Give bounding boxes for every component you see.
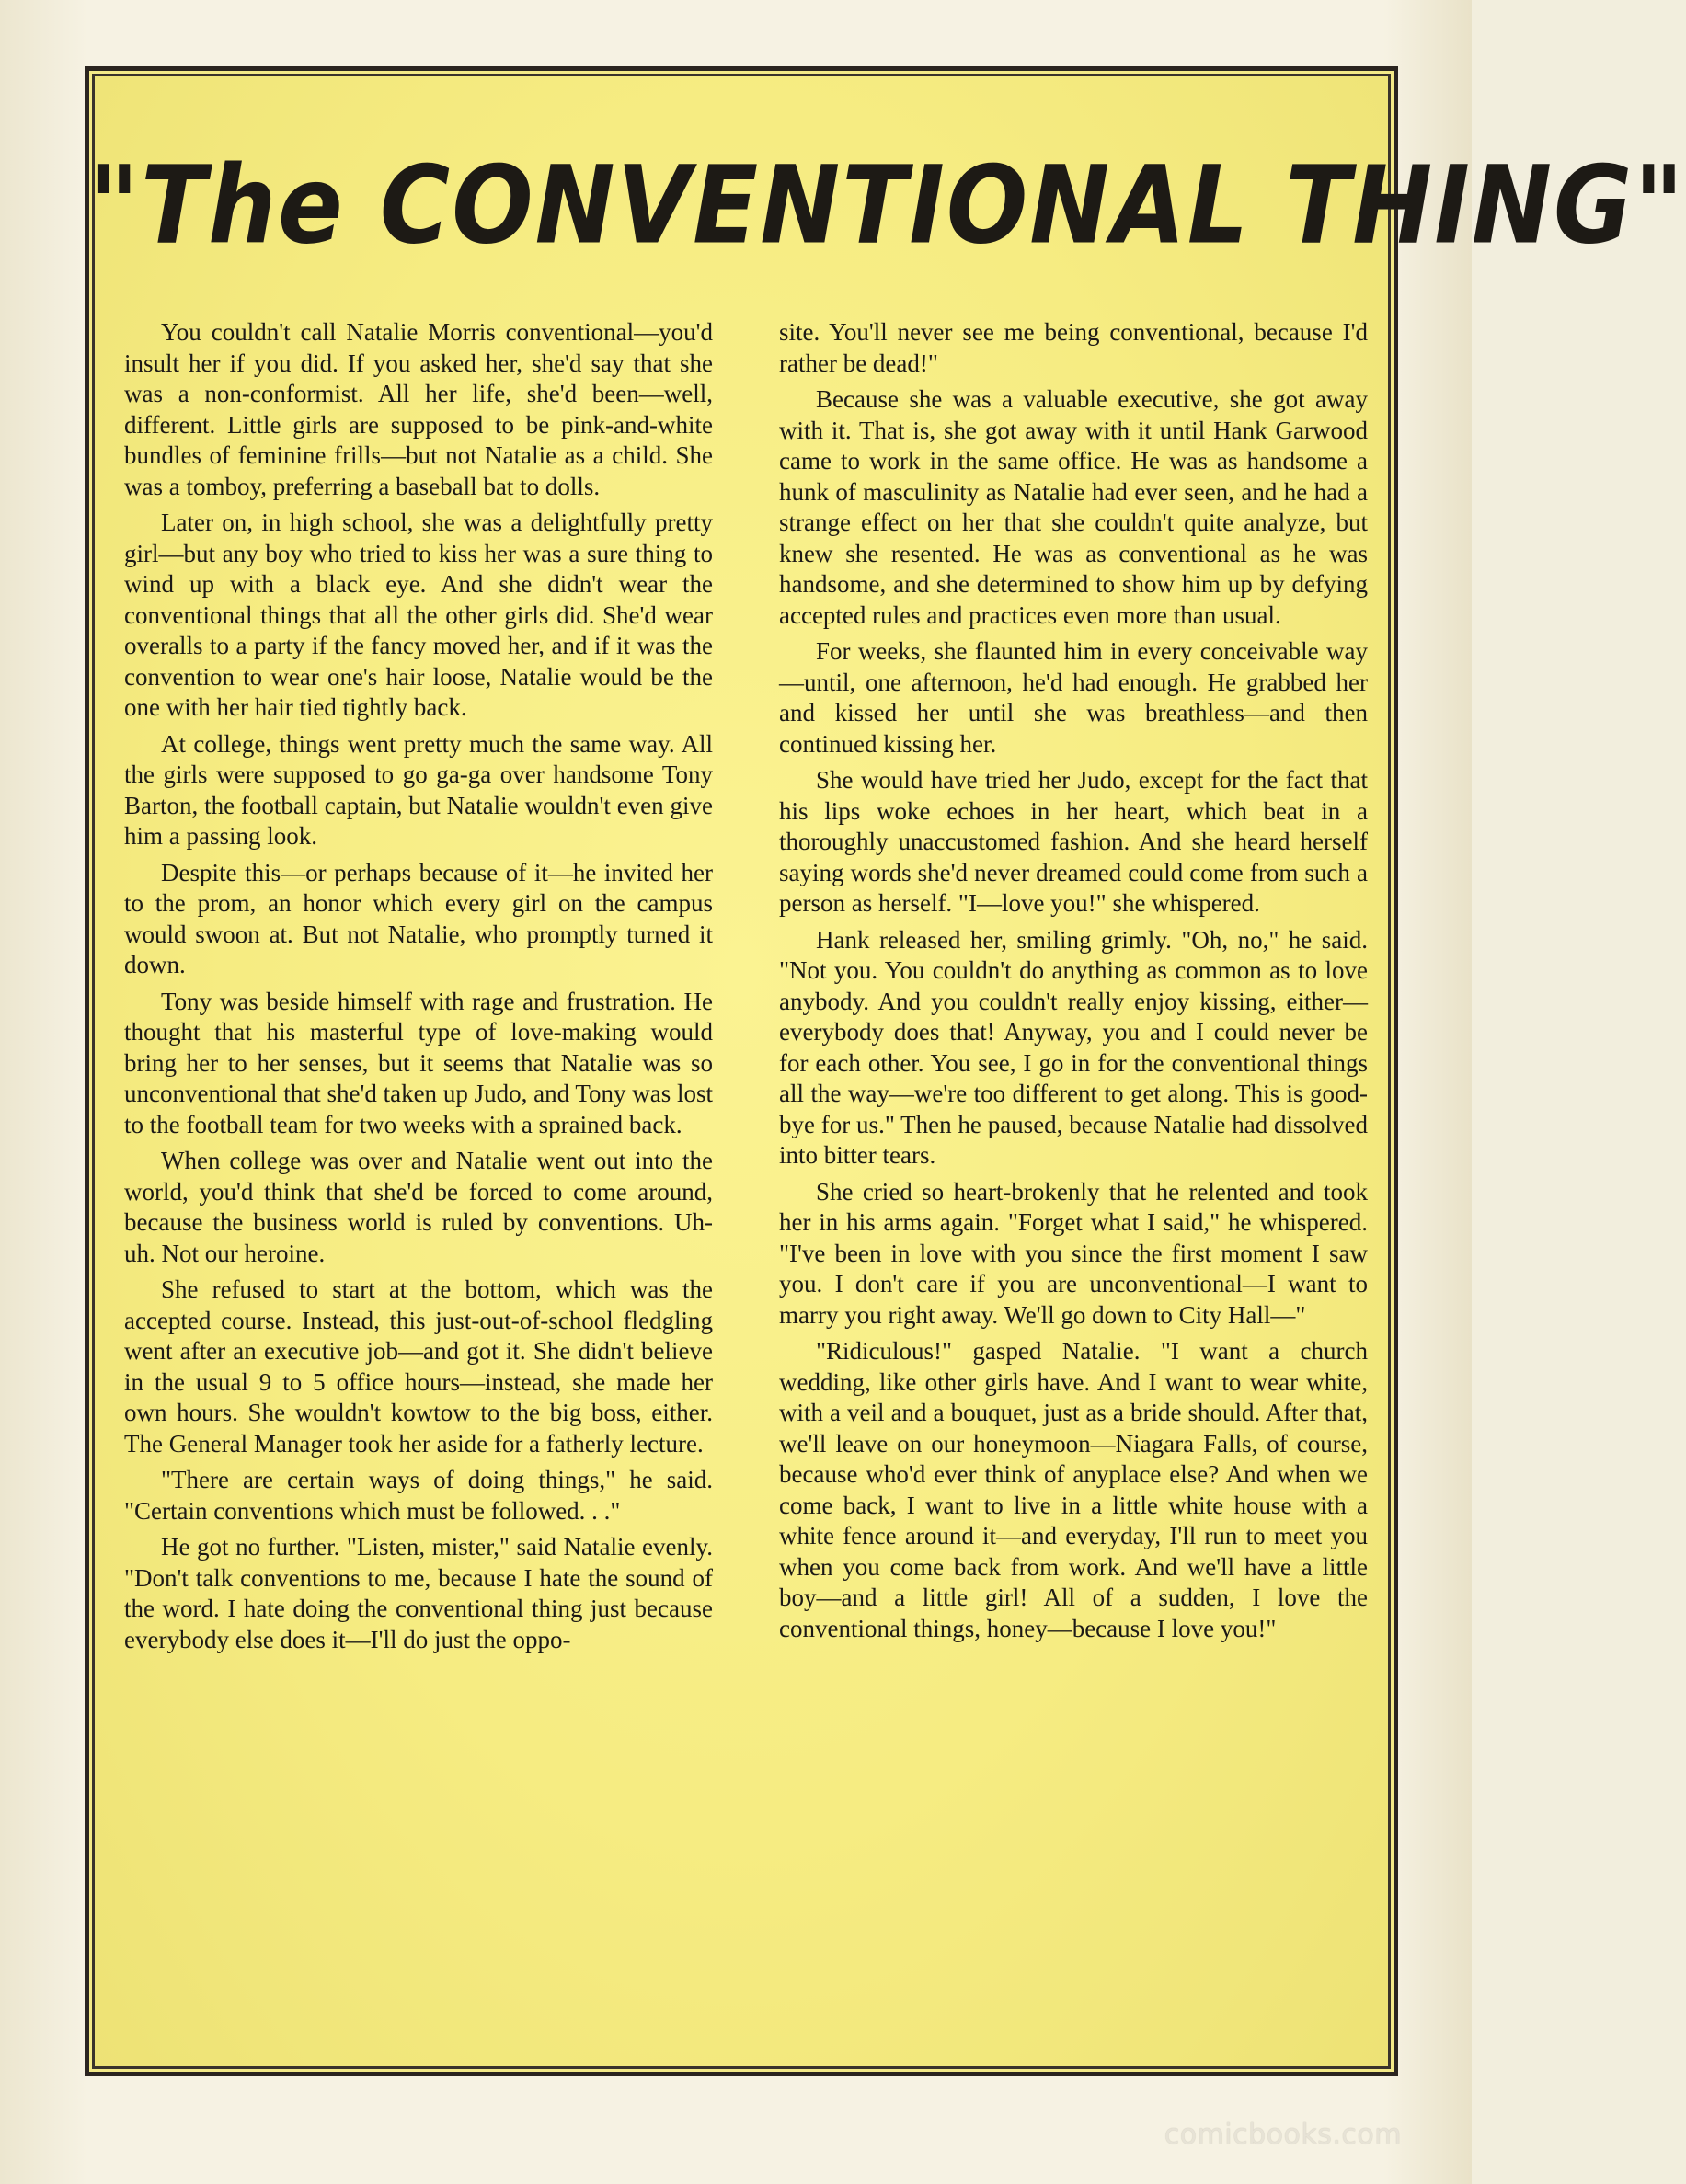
left-column: [124, 317, 713, 2037]
site-watermark: comicbooks.com: [1164, 2119, 1402, 2151]
paragraph: "Ridiculous!" gasped Natalie. "I want a church wedding, like other girls have. And I want to wear white, with a veil and a bouquet, just as a bride should. After that, we'll leave on our honeymoon—Niagara Falls, of course, because who'd ever think of anyplace else? And when we come back, I want to live in a little white house with a white fence around it—and everyday, I'll run to meet you when you come back from work. And we'll have a little boy—and a little girl! All of a sudden, I love the conventional things, honey—because I love you!": [779, 1337, 1368, 1642]
paragraph: Despite this—or perhaps because of it—he invited her to the prom, an honor which every girl on the campus would swoon at. But not Natalie, who promptly turned it down.: [124, 858, 713, 978]
paragraph: Tony was beside himself with rage and frustration. He thought that his masterful type of love-making would bring her to her senses, but it seems that Natalie was so unconventional that she'd taken up Judo, and Tony was lost to the football team for two weeks with a sprained back.: [124, 987, 713, 1138]
paragraph: For weeks, she flaunted him in every conceivable way—until, one afternoon, he'd had enough. He grabbed her and kissed her until she was breathless—and then continued kissing her.: [779, 637, 1368, 758]
paragraph-continuation: site. You'll never see me being conventional, because I'd rather be dead!": [779, 318, 1368, 377]
text-story-panel: [85, 66, 1686, 2076]
paragraph: At college, things went pretty much the same way. All the girls were supposed to go ga-ga over handsome Tony Barton, the football captain, but Natalie wouldn't even give him a passing look.: [124, 729, 713, 850]
story-title: "The CONVENTIONAL THING": [89, 142, 1686, 269]
paragraph: She refused to start at the bottom, which was the accepted course. Instead, this just-out-of-school fledgling went after an executive job—and got it. She didn't believe in the usual 9 to 5 office hours—instead, she made her own hours. She wouldn't kowtow to the big boss, either. The General Manager took her aside for a fatherly lecture.: [124, 1275, 713, 1458]
story-columns: [124, 317, 1368, 2037]
paragraph: "There are certain ways of doing things," he said. "Certain conventions which must be followed. . .": [124, 1466, 713, 1525]
right-column: [779, 317, 1368, 2037]
paragraph: She cried so heart-brokenly that he relented and took her in his arms again. "Forget what I said," he whispered. "I've been in love with you since the first moment I saw you. I don't care if you are unconventional—I want to marry you right away. We'll go down to City Hall—": [779, 1177, 1368, 1329]
paragraph: You couldn't call Natalie Morris conventional—you'd insult her if you did. If you asked her, she'd say that she was a non-conformist. All her life, she'd been—well, different. Little girls are supposed to be pink-and-white bundles of feminine frills—but not Natalie as a child. She was a tomboy, preferring a baseball bat to dolls.: [124, 318, 713, 500]
paragraph: Later on, in high school, she was a delightfully pretty girl—but any boy who tried to kiss her was a sure thing to wind up with a black eye. And she didn't wear the conventional things that all the other girls did. She'd wear overalls to a party if the fancy moved her, and if it was the convention to wear one's hair loose, Natalie would be the one with her hair tied tightly back.: [124, 509, 713, 721]
paragraph: Hank released her, smiling grimly. "Oh, no," he said. "Not you. You couldn't do anything as common as to love anybody. And you couldn't really enjoy kissing, either—everybody does that! Anyway, you and I could never be for each other. You see, I go in for the conventional things all the way—we're too different to get along. This is good-bye for us." Then he paused, because Natalie had dissolved into bitter tears.: [779, 925, 1368, 1169]
paragraph: Because she was a valuable executive, she got away with it. That is, she got away with it until Hank Garwood came to work in the same office. He was as handsome a hunk of masculinity as Natalie had ever seen, and he had a strange effect on her that she couldn't quite analyze, but knew she resented. He was as conventional as he was handsome, and she determined to show him up by defying accepted rules and practices even more than usual.: [779, 385, 1368, 629]
paragraph: She would have tried her Judo, except for the fact that his lips woke echoes in her heart, which beat in a thoroughly unaccustomed fashion. And she heard herself saying words she'd never dreamed could come from such a person as herself. "I—love you!" she whispered.: [779, 766, 1368, 917]
paragraph: When college was over and Natalie went out into the world, you'd think that she'd be forced to come around, because the business world is ruled by conventions. Uh-uh. Not our heroine.: [124, 1147, 713, 1267]
paragraph: He got no further. "Listen, mister," said Natalie evenly. "Don't talk conventions to me, because I hate the sound of the word. I hate doing the conventional thing just because everybody else does it—I'll do just the oppo-: [124, 1533, 713, 1653]
